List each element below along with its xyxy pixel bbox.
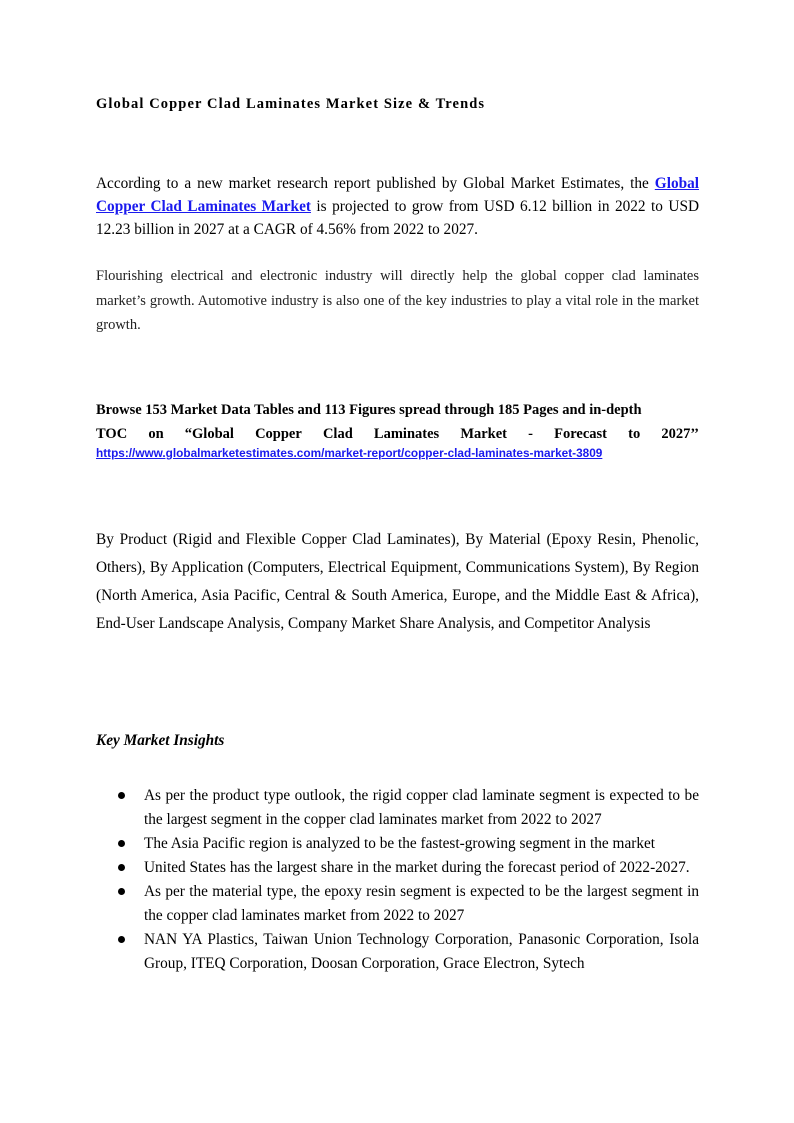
segmentation-paragraph: By Product (Rigid and Flexible Copper Clad Laminates), By Material (Epoxy Resin, Phenolic, Others), By Application (Computers, Electrical Equipment, Communications System), By Region (North America, Asia Pacific, Central & South America, Europe, and the Middle East & Africa), End-User Landscape Analysis, Company Market Share Analysis, and Competitor Analysis (96, 531, 699, 632)
browse-word: 2027’’ (661, 426, 699, 442)
browse-word: TOC (96, 426, 128, 442)
list-item (96, 928, 699, 976)
bullet-icon (118, 936, 125, 943)
intro-text-before: According to a new market research report published by Global Market Estimates, the (96, 175, 655, 192)
bullet-icon (118, 864, 125, 871)
browse-word: Clad (322, 426, 353, 442)
browse-line-2 (96, 422, 699, 446)
browse-word: on (148, 426, 164, 442)
list-item-text: As per the material type, the epoxy resin segment is expected to be the largest segment in the copper clad laminates market from 2022 to 2027 (144, 883, 699, 924)
list-item-text: The Asia Pacific region is analyzed to be the fastest-growing segment in the market (144, 835, 656, 852)
intro-paragraph (96, 172, 699, 241)
list-item (96, 784, 699, 832)
browse-word: to (628, 426, 641, 442)
list-item (96, 880, 699, 928)
growth-paragraph: Flourishing electrical and electronic industry will directly help the global copper clad laminates market’s growth. Automotive industry is also one of the key industries to play a vital role in the market growth. (96, 268, 699, 333)
report-url-link[interactable]: https://www.globalmarketestimates.com/market-report/copper-clad-laminates-market-3809 (96, 446, 603, 460)
key-market-insights-heading: Key Market Insights (96, 732, 225, 749)
browse-word: - (528, 426, 533, 442)
bullet-icon (118, 888, 125, 895)
browse-word: “Global (184, 426, 234, 442)
market-report-link[interactable]: Global Copper Clad Laminates Market (96, 175, 699, 215)
bullet-icon (118, 792, 125, 799)
intro-text-after: is projected to grow from USD 6.12 billion in 2022 to USD 12.23 billion in 2027 at a CAGR of 4.56% from 2022 to 2027. (96, 198, 699, 238)
list-item (96, 832, 699, 856)
browse-word: Forecast (554, 426, 608, 442)
list-item-text: As per the product type outlook, the rigid copper clad laminate segment is expected to be the largest segment in the copper clad laminates market from 2022 to 2027 (144, 787, 699, 828)
browse-word: Laminates (373, 426, 440, 442)
page-title: Global Copper Clad Laminates Market Size & Trends (96, 96, 486, 112)
list-item-text: NAN YA Plastics, Taiwan Union Technology Corporation, Panasonic Corporation, Isola Group, ITEQ Corporation, Doosan Corporation, Grace Electron, Sytech (144, 931, 699, 972)
list-item (96, 856, 699, 880)
insights-list (96, 784, 699, 976)
browse-paragraph (96, 398, 699, 446)
browse-line-1: Browse 153 Market Data Tables and 113 Figures spread through 185 Pages and in-depth (96, 402, 642, 418)
browse-word: Market (460, 426, 508, 442)
list-item-text: United States has the largest share in the market during the forecast period of 2022-2027. (144, 859, 690, 876)
browse-word: Copper (255, 426, 302, 442)
bullet-icon (118, 840, 125, 847)
